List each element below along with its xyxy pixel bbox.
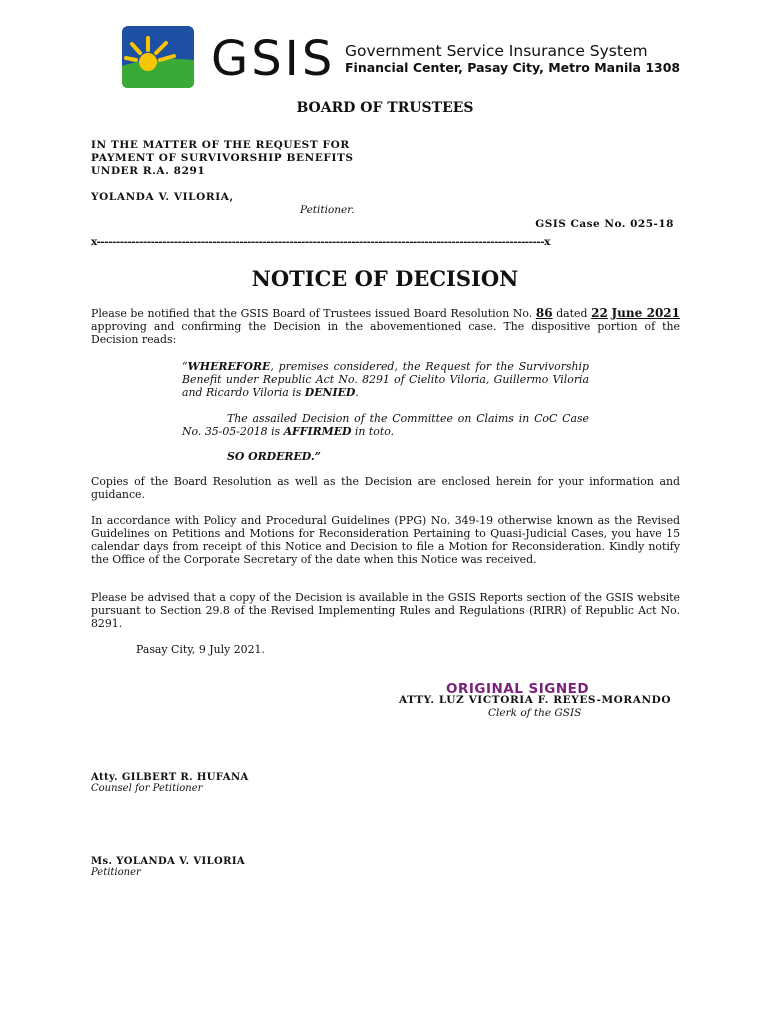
cc-petitioner <box>91 856 245 878</box>
intro-text: approving and confirming the Decision in the abovementioned case. The dispositive portion of the Decision reads: <box>91 320 680 346</box>
cc-role: Counsel for Petitioner <box>91 783 203 794</box>
cc-counsel <box>91 772 249 794</box>
so-ordered: SO ORDERED.” <box>227 450 321 463</box>
org-header <box>345 43 680 76</box>
org-address: Financial Center, Pasay City, Metro Manila 1308 <box>345 60 681 75</box>
caption-line: IN THE MATTER OF THE REQUEST FOR <box>91 139 350 151</box>
org-name: Government Service Insurance System <box>345 42 648 60</box>
affirmed-word: AFFIRMED <box>283 425 352 438</box>
resolution-number: 86 <box>535 306 553 320</box>
wherefore-word: WHEREFORE <box>187 360 271 373</box>
resolution-day: 22 <box>591 306 608 320</box>
quote-text: , premises considered, the Request for the Survivorship Benefit under Republic Act No. 8291 of Cielito Viloria, Guillermo Viloria and Ricardo Viloria is <box>182 360 589 399</box>
notice-title: NOTICE OF DECISION <box>251 266 519 291</box>
cc-name: Ms. YOLANDA V. VILORIA <box>91 856 246 867</box>
place-date: Pasay City, 9 July 2021. <box>136 643 265 656</box>
board-heading: BOARD OF TRUSTEES <box>296 100 474 116</box>
quote-text: in toto. <box>351 425 395 438</box>
gsis-wordmark: GSIS <box>211 31 336 87</box>
affirmed-quote <box>182 412 589 438</box>
intro-text: dated <box>552 307 592 320</box>
caption-divider: x--------------------------------------------------------------------------------------------------------------------x <box>91 236 550 248</box>
denied-word: DENIED <box>304 386 356 399</box>
copies-paragraph: Copies of the Board Resolution as well as the Decision are enclosed herein for your information and guidance. <box>91 475 680 501</box>
signatory-name: ATTY. LUZ VICTORIA F. REYES-MORANDO <box>399 694 672 706</box>
quote-text: . <box>355 386 359 399</box>
dispositive-quote <box>182 360 589 399</box>
original-signed-stamp: ORIGINAL SIGNED <box>446 681 590 697</box>
petitioner-name: YOLANDA V. VILORIA, <box>91 191 234 203</box>
cc-role: Petitioner <box>91 867 141 878</box>
advisory-paragraph: Please be advised that a copy of the Decision is available in the GSIS Reports section of the GSIS website pursuant to Section 29.8 of the Revised Implementing Rules and Regulations (RIRR) of Republic Act No. 8291. <box>91 591 680 630</box>
ppg-paragraph: In accordance with Policy and Procedural Guidelines (PPG) No. 349-19 otherwise known as the Revised Guidelines on Petitions and Motions for Reconsideration Pertaining to Quasi-Judicial Cases, you have 15 calendar days from receipt of this Notice and Decision to file a Motion for Reconsideration. Kindly notify the Office of the Corporate Secretary of the date when this Notice was received. <box>91 514 680 566</box>
signatory-title: Clerk of the GSIS <box>488 707 582 719</box>
intro-paragraph <box>91 307 680 346</box>
quote-mark: “ <box>182 360 188 373</box>
caption-line: UNDER R.A. 8291 <box>91 165 206 177</box>
case-caption <box>91 139 354 178</box>
intro-text: Please be notified that the GSIS Board of Trustees issued Board Resolution No. <box>91 307 536 320</box>
cc-name: Atty. GILBERT R. HUFANA <box>91 772 249 783</box>
case-number: GSIS Case No. 025-18 <box>535 218 674 230</box>
quote-text: The assailed Decision of the Committee on Claims in CoC Case No. 35-05-2018 is <box>182 412 589 438</box>
gsis-sun-logo-icon <box>122 26 194 88</box>
petitioner-role: Petitioner. <box>300 204 355 216</box>
caption-line: PAYMENT OF SURVIVORSHIP BENEFITS <box>91 152 354 164</box>
resolution-month-year: June 2021 <box>611 306 680 320</box>
